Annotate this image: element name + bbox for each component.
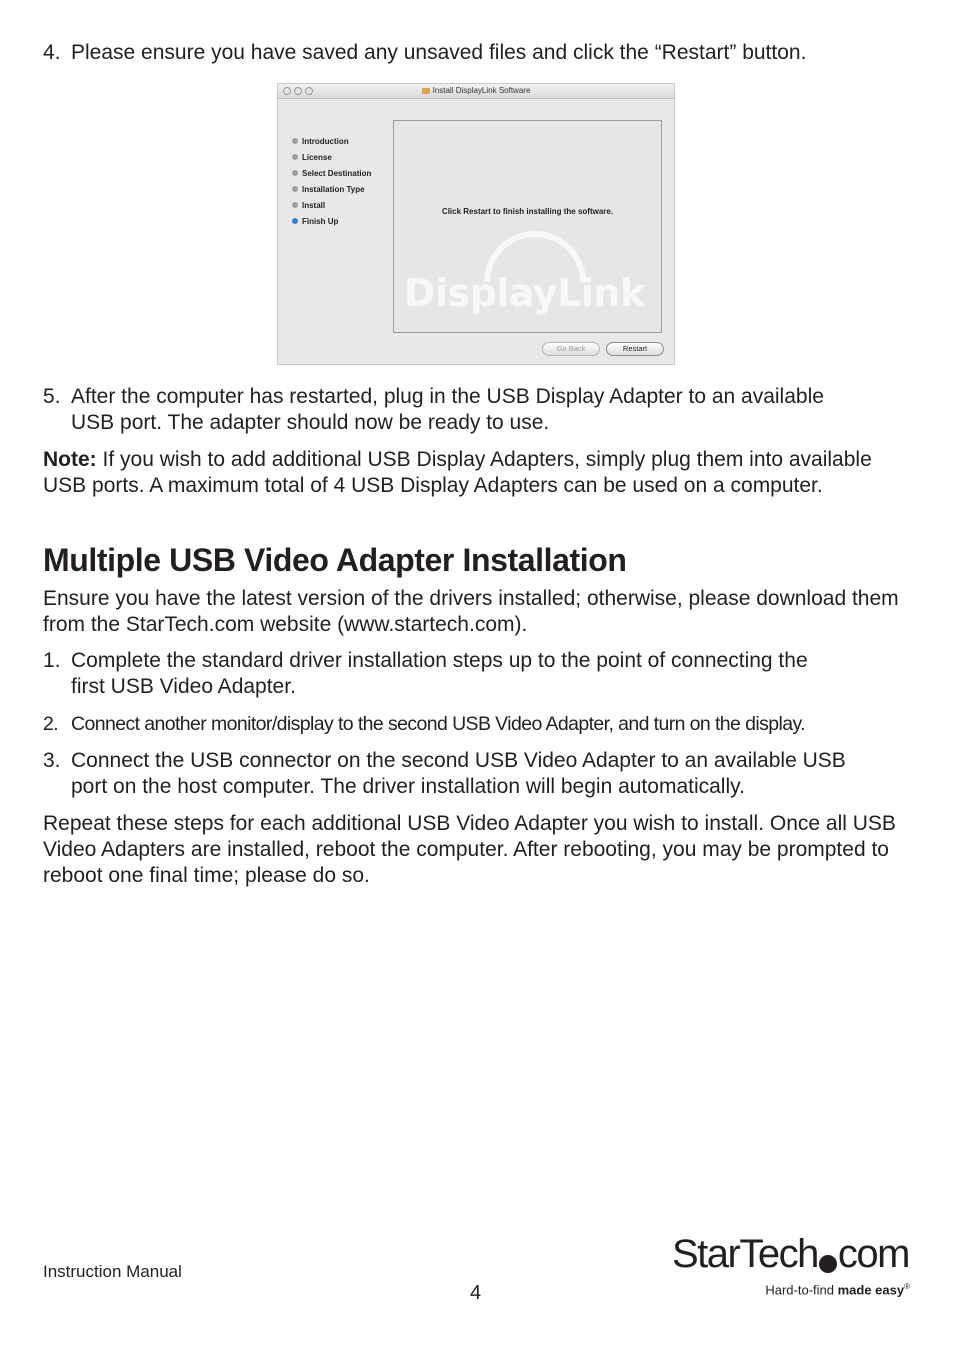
step-text: Please ensure you have saved any unsaved files and click the “Restart” button. [71, 41, 807, 64]
logo-dot-icon [819, 1255, 837, 1273]
logo-wordmark: StarTech com [672, 1232, 909, 1276]
installer-step: License [292, 150, 371, 166]
installer-step: Installation Type [292, 182, 371, 198]
installer-step: Install [292, 198, 371, 214]
installer-message: Click Restart to finish installing the software. [441, 207, 614, 216]
package-icon [422, 88, 430, 94]
installer-step: Introduction [292, 134, 371, 150]
step-bullet-active-icon [292, 218, 298, 224]
step-bullet-icon [292, 202, 298, 208]
zoom-window-icon[interactable] [305, 87, 313, 95]
list-item [43, 711, 913, 737]
window-controls [283, 86, 316, 100]
page-number: 4 [470, 1282, 482, 1304]
note-text: If you wish to add additional USB Display Adapters, simply plug them into available USB ports. A maximum total of 4 USB Display Adapters can be used on a computer. [43, 448, 872, 497]
item-text-line: Complete the standard driver installation steps up to the point of connecting the [71, 649, 808, 672]
window-title: Install DisplayLink Software [432, 86, 531, 95]
section-title: Multiple USB Video Adapter Installation [43, 542, 627, 578]
step-text-line: USB port. The adapter should now be ready to use. [71, 411, 550, 434]
step-bullet-icon [292, 170, 298, 176]
minimize-window-icon[interactable] [294, 87, 302, 95]
go-back-button[interactable]: Go Back [542, 342, 600, 356]
installer-window [277, 83, 675, 365]
close-window-icon[interactable] [283, 87, 291, 95]
item-text-line: first USB Video Adapter. [71, 675, 296, 698]
list-item [43, 648, 913, 700]
step-number: 5. [43, 385, 61, 408]
item-number: 3. [43, 749, 61, 772]
item-text-line: Connect another monitor/display to the second USB Video Adapter, and turn on the display. [71, 713, 805, 735]
item-text-line: port on the host computer. The driver installation will begin automatically. [71, 775, 745, 798]
section-intro: Ensure you have the latest version of the drivers installed; otherwise, please download them from the StarTech.com website (www.startech.com). [43, 587, 899, 636]
item-text-line: Connect the USB connector on the second USB Video Adapter to an available USB [71, 749, 846, 772]
startech-logo [672, 1232, 912, 1304]
window-titlebar [278, 84, 674, 99]
step-5 [43, 384, 913, 436]
step-4 [43, 40, 913, 66]
installer-content-pane [393, 120, 662, 333]
step-bullet-icon [292, 138, 298, 144]
item-number: 1. [43, 649, 61, 672]
note-paragraph [43, 447, 913, 499]
logo-tagline: Hard-to-find made easy® [765, 1282, 910, 1298]
footer-doc-label: Instruction Manual [43, 1262, 182, 1281]
step-bullet-icon [292, 154, 298, 160]
step-bullet-icon [292, 186, 298, 192]
installer-step: Select Destination [292, 166, 371, 182]
note-label: Note: [43, 448, 97, 471]
step-number: 4. [43, 41, 61, 64]
restart-button[interactable]: Restart [606, 342, 664, 356]
list-item [43, 748, 913, 800]
item-number: 2. [43, 713, 59, 735]
section-outro: Repeat these steps for each additional USB Video Adapter you wish to install. Once all USB Video Adapters are installed, reboot the computer. After rebooting, you may be prompted to reboot one final time; please do so. [43, 812, 896, 887]
step-text-line: After the computer has restarted, plug in the USB Display Adapter to an available [71, 385, 824, 408]
installer-steps [292, 134, 371, 230]
displaylink-watermark: DisplayLink [404, 271, 645, 315]
installer-step-current: Finish Up [292, 214, 371, 230]
